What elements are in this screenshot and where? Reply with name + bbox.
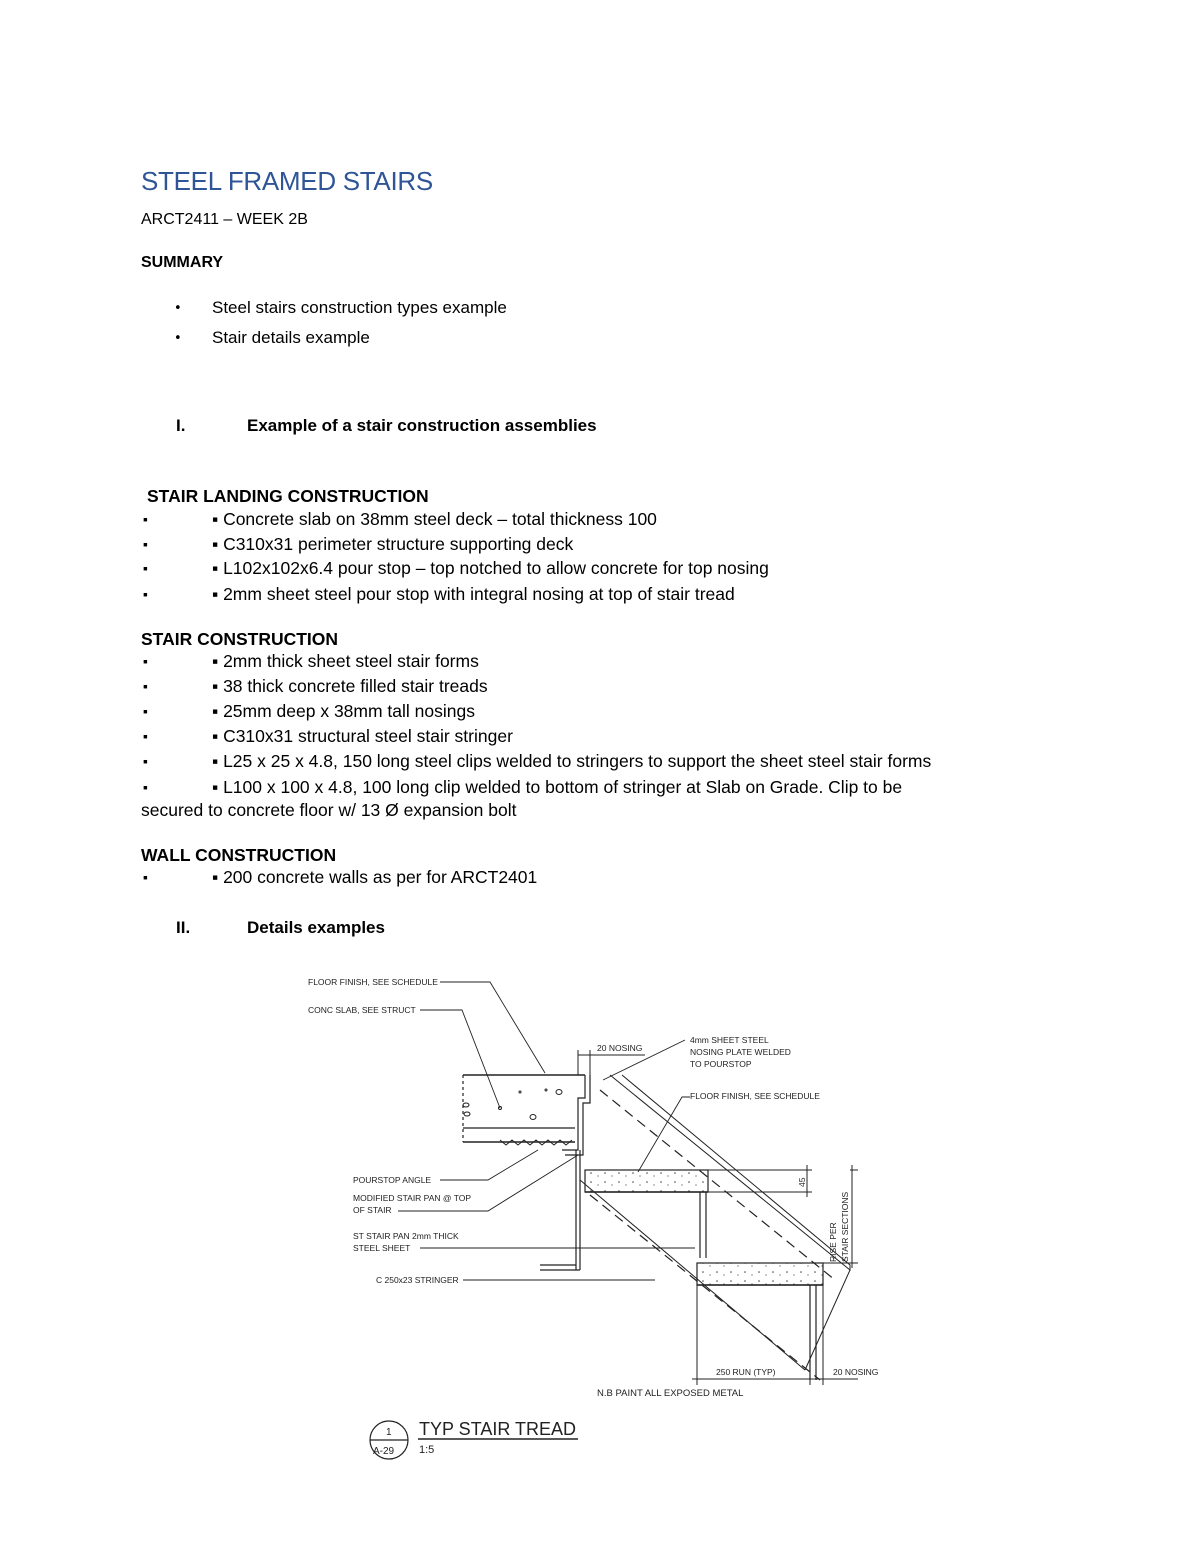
list-marker: ▪ [143,753,148,769]
label-floor-finish-2: FLOOR FINISH, SEE SCHEDULE [690,1091,820,1101]
list-item: ▪ 200 concrete walls as per for ARCT2401 [212,867,538,887]
list-item: ▪ 25mm deep x 38mm tall nosings [212,701,475,721]
course-subtitle: ARCT2411 – WEEK 2B [141,211,308,228]
pourstop-and-stringer [540,1075,850,1380]
list-marker: ▪ [143,703,148,719]
summary-heading: SUMMARY [141,254,224,271]
label-rise: RISE PER [828,1222,838,1262]
landing-heading: STAIR LANDING CONSTRUCTION [147,486,429,506]
tread-lower [697,1263,823,1380]
list-item: ▪ C310x31 perimeter structure supporting deck [212,534,574,554]
list-item: ▪ L25 x 25 x 4.8, 150 long steel clips welded to stringers to support the sheet steel stair forms [212,751,932,771]
list-marker: ▪ [143,536,148,552]
label-pourstop: POURSTOP ANGLE [353,1175,432,1185]
label-stair-pan: ST STAIR PAN 2mm THICK [353,1231,459,1241]
section-title: Details examples [247,918,385,937]
list-marker: ▪ [143,560,148,576]
wall-heading: WALL CONSTRUCTION [141,845,337,865]
label-sheet-steel: 4mm SHEET STEEL [690,1035,769,1045]
list-item: ▪ C310x31 structural steel stair stringer [212,726,513,746]
summary-bullet: • [174,301,182,316]
list-item: ▪ L102x102x6.4 pour stop – top notched to allow concrete for top nosing [212,558,769,578]
detail-title: TYP STAIR TREAD [419,1419,577,1439]
label-modified-pan: MODIFIED STAIR PAN @ TOP [353,1193,472,1203]
label-sheet-steel: TO POURSTOP [690,1059,752,1069]
section-number: II. [176,918,191,937]
label-nosing-bottom: 20 NOSING [833,1367,879,1377]
label-sheet-steel: NOSING PLATE WELDED [690,1047,791,1057]
section-number: I. [176,416,186,435]
list-item: ▪ L100 x 100 x 4.8, 100 long clip welded to bottom of stringer at Slab on Grade. Clip to be [212,777,903,797]
list-item: ▪ 2mm thick sheet steel stair forms [212,651,479,671]
label-modified-pan: OF STAIR [353,1205,392,1215]
stair-heading: STAIR CONSTRUCTION [141,629,339,649]
list-marker: ▪ [143,728,148,744]
detail-number: 1 [386,1427,392,1438]
list-item: ▪ 38 thick concrete filled stair treads [212,676,488,696]
label-stringer: C 250x23 STRINGER [376,1275,459,1285]
summary-item: Stair details example [212,328,370,347]
summary-item: Steel stairs construction types example [212,298,507,317]
page-title: STEEL FRAMED STAIRS [141,166,433,196]
label-run: 250 RUN (TYP) [716,1367,776,1377]
list-item-continuation: secured to concrete floor w/ 13 Ø expansion bolt [141,800,517,820]
list-marker: ▪ [143,678,148,694]
tread-upper [585,1170,708,1258]
summary-bullet: • [174,331,182,346]
label-conc-slab: CONC SLAB, SEE STRUCT [308,1005,416,1015]
list-marker: ▪ [143,653,148,669]
label-rise: STAIR SECTIONS [840,1191,850,1262]
list-marker: ▪ [143,511,148,527]
label-paint-note: N.B PAINT ALL EXPOSED METAL [597,1388,744,1399]
list-marker: ▪ [143,586,148,602]
list-item: ▪ 2mm sheet steel pour stop with integral nosing at top of stair tread [212,584,735,604]
section-title: Example of a stair construction assemblies [247,416,597,435]
detail-scale: 1:5 [419,1444,435,1456]
label-floor-finish: FLOOR FINISH, SEE SCHEDULE [308,977,438,987]
label-stair-pan: STEEL SHEET [353,1243,411,1253]
label-nosing-top: 20 NOSING [597,1043,643,1053]
list-marker: ▪ [143,779,148,795]
list-marker: ▪ [143,869,148,885]
list-item: ▪ Concrete slab on 38mm steel deck – total thickness 100 [212,509,657,529]
label-dim-45: 45 [797,1177,807,1187]
detail-sheet-ref: A-29 [373,1446,395,1457]
landing-slab [463,1075,585,1145]
